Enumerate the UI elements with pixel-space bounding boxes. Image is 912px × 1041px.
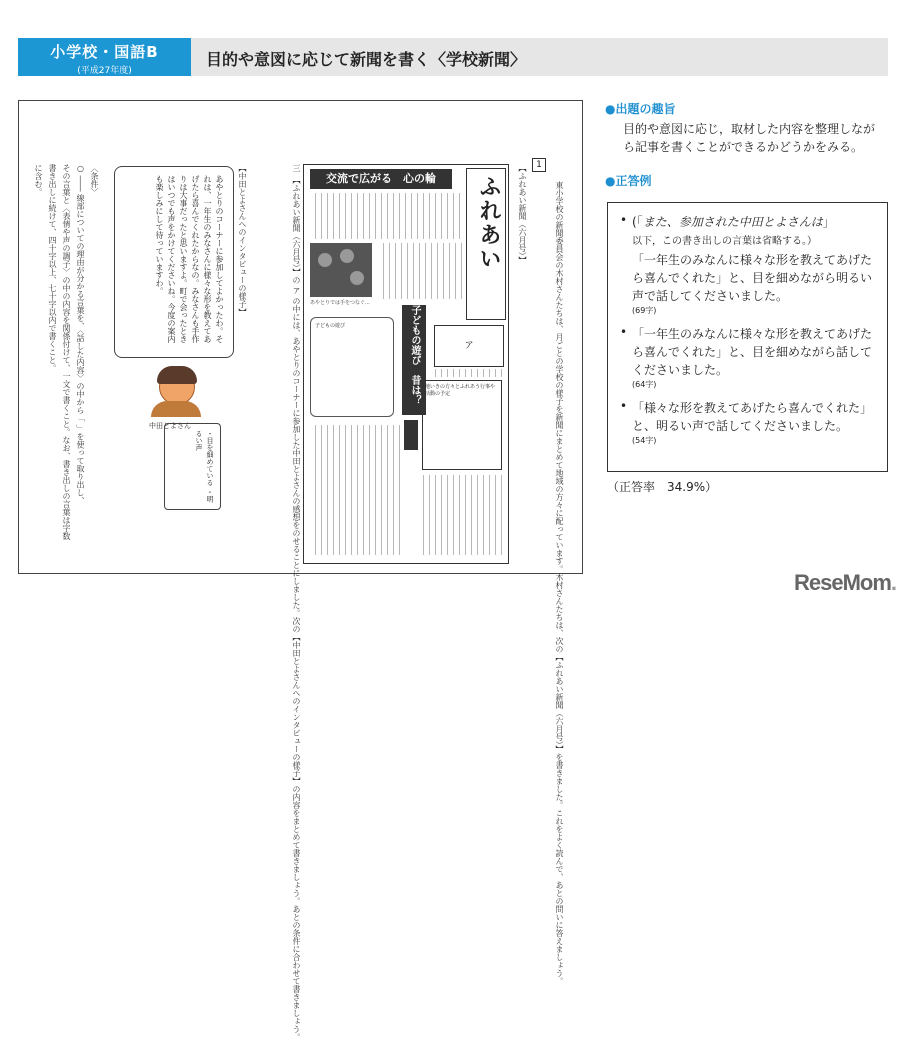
explanation-panel xyxy=(605,100,895,189)
photo-caption: あやとりでは手をつなぐ... xyxy=(310,300,370,306)
page-title: 目的や意図に応じて新聞を書く〈学校新聞〉 xyxy=(206,50,527,69)
article-text xyxy=(310,193,460,239)
purpose-text: 目的や意図に応じ，取材した内容を整理しながら記事を書くことができるかどうかをみる。 xyxy=(623,122,876,154)
article-text-3 xyxy=(310,425,400,555)
purpose-heading: ●出題の趣旨 xyxy=(605,102,676,116)
example-item xyxy=(620,325,879,391)
newspaper-label: 【ふれあい新聞（六月号）】 xyxy=(518,164,527,264)
events-title: 地いきの方々とふれあう行事や活動の予定 xyxy=(425,384,496,397)
examples-heading: ●正答例 xyxy=(605,174,652,188)
example-count: (69字) xyxy=(632,306,657,315)
question-three: 三 【ふれあい新聞（六月号）】の ア の中には、あやとりのコーナーに参加した中田とよさんの感想をのせることにしました。次の【中田とよさんへのインタビューの様子】の内容をまとめて書きましょう。あとの条件に合わせて書きましょう。 xyxy=(292,164,301,1041)
subject-label: 小学校・国語B xyxy=(50,43,159,61)
bullet: • xyxy=(620,213,628,227)
example-count: (54字) xyxy=(632,436,657,445)
answer-box: ア xyxy=(434,325,504,367)
newspaper-nameplate xyxy=(466,168,506,320)
condition-4: に含む。 xyxy=(34,164,43,196)
elder-name: 中田とよさん xyxy=(149,422,191,430)
year-label: (平成27年度) xyxy=(77,66,132,76)
example-item xyxy=(620,399,879,447)
article-photo xyxy=(310,243,372,297)
condition-3: 書き出しに続けて、四十字以上、七十字以内で書くこと。 xyxy=(48,164,57,372)
example-note: 以下，この書き出しの言葉は省略する。） xyxy=(632,236,817,247)
example-close: 」 xyxy=(822,215,835,229)
play-list-box xyxy=(310,317,394,417)
bullet: • xyxy=(620,325,628,339)
voice-items: ・目を細めている ・明るい声 xyxy=(195,430,214,503)
newspaper xyxy=(303,164,509,564)
box-text xyxy=(434,369,502,377)
example-text: 「一年生のみなんに様々な形を教えてあげたら喜んでくれた」と、目を細めながら話してくださいました。 xyxy=(632,327,873,377)
play-list-title: 子どもの遊び xyxy=(315,323,346,329)
voice-box xyxy=(164,423,221,510)
resemom-logo: ReseMom. xyxy=(794,570,897,595)
header-bar xyxy=(18,38,888,76)
example-quote: また、参加された中田とよさんは xyxy=(642,215,823,229)
condition-2: その言葉と〈表情や声の調子〉の中の内容を関係付けて、一文で書くこと。なお、書き出しの言葉は字数 xyxy=(62,164,71,540)
condition-label: 〈条件〉 xyxy=(90,164,99,196)
condition-1: ○ ―― 線部についての理由が分かる言葉を、〈話した内容〉の中から「 」を使って取り出し、 xyxy=(76,164,85,505)
example-open: (「 xyxy=(632,215,643,229)
intro-text: 東小学校の新聞委員会の木村さんたちは、月ごとの学校の様子を新聞にまとめて地域の方々に配っています。木村さんたちは、次の【ふれあい新聞（六月号）】を書きました。これをよく読んで、あとの問いに答えましょう。 xyxy=(555,181,564,985)
article-text-2 xyxy=(378,243,462,299)
examples-box xyxy=(607,202,888,472)
example-text: 「一年生のみなんに様々な形を教えてあげたら喜んでくれた」と、目を細めながら明るい声で話してくださいました。 xyxy=(632,253,873,303)
play-heading: 子どもの遊び 昔は？ xyxy=(402,305,426,415)
example-item xyxy=(620,213,879,317)
subject-badge xyxy=(18,38,191,76)
example-count: (64字) xyxy=(632,380,657,389)
editor-note-label xyxy=(404,420,418,450)
correct-rate: （正答率 34.9%） xyxy=(607,480,718,494)
elder-body xyxy=(151,401,201,417)
speech-bubble xyxy=(114,166,234,358)
elder-illustration xyxy=(159,369,195,405)
bullet: • xyxy=(620,399,628,413)
speech-text: あやとりのコーナーに参加してよかったわ。それは、一年生のみなさんに様々な形を教えてあげたら喜んでくれたからなの。みなさんも手作りは大事だったと思いますよ。町で会ったときはいつでも声をかけてくださいね。今度の案内も楽しみにして待っていますわ。 xyxy=(155,175,224,343)
interview-label: 【中田とよさんへのインタビューの様子】 xyxy=(238,164,247,316)
newspaper-name: ふれあい xyxy=(476,175,501,271)
events-box xyxy=(422,380,502,470)
example-text: 「様々な形を教えてあげたら喜んでくれた」と、明るい声で話してくださいました。 xyxy=(632,401,873,433)
article-text-4 xyxy=(422,475,502,555)
exam-page-image xyxy=(18,100,583,1041)
question-number: 1 xyxy=(532,158,546,172)
newspaper-headline: 交流で広がる 心の輪 xyxy=(310,169,452,189)
